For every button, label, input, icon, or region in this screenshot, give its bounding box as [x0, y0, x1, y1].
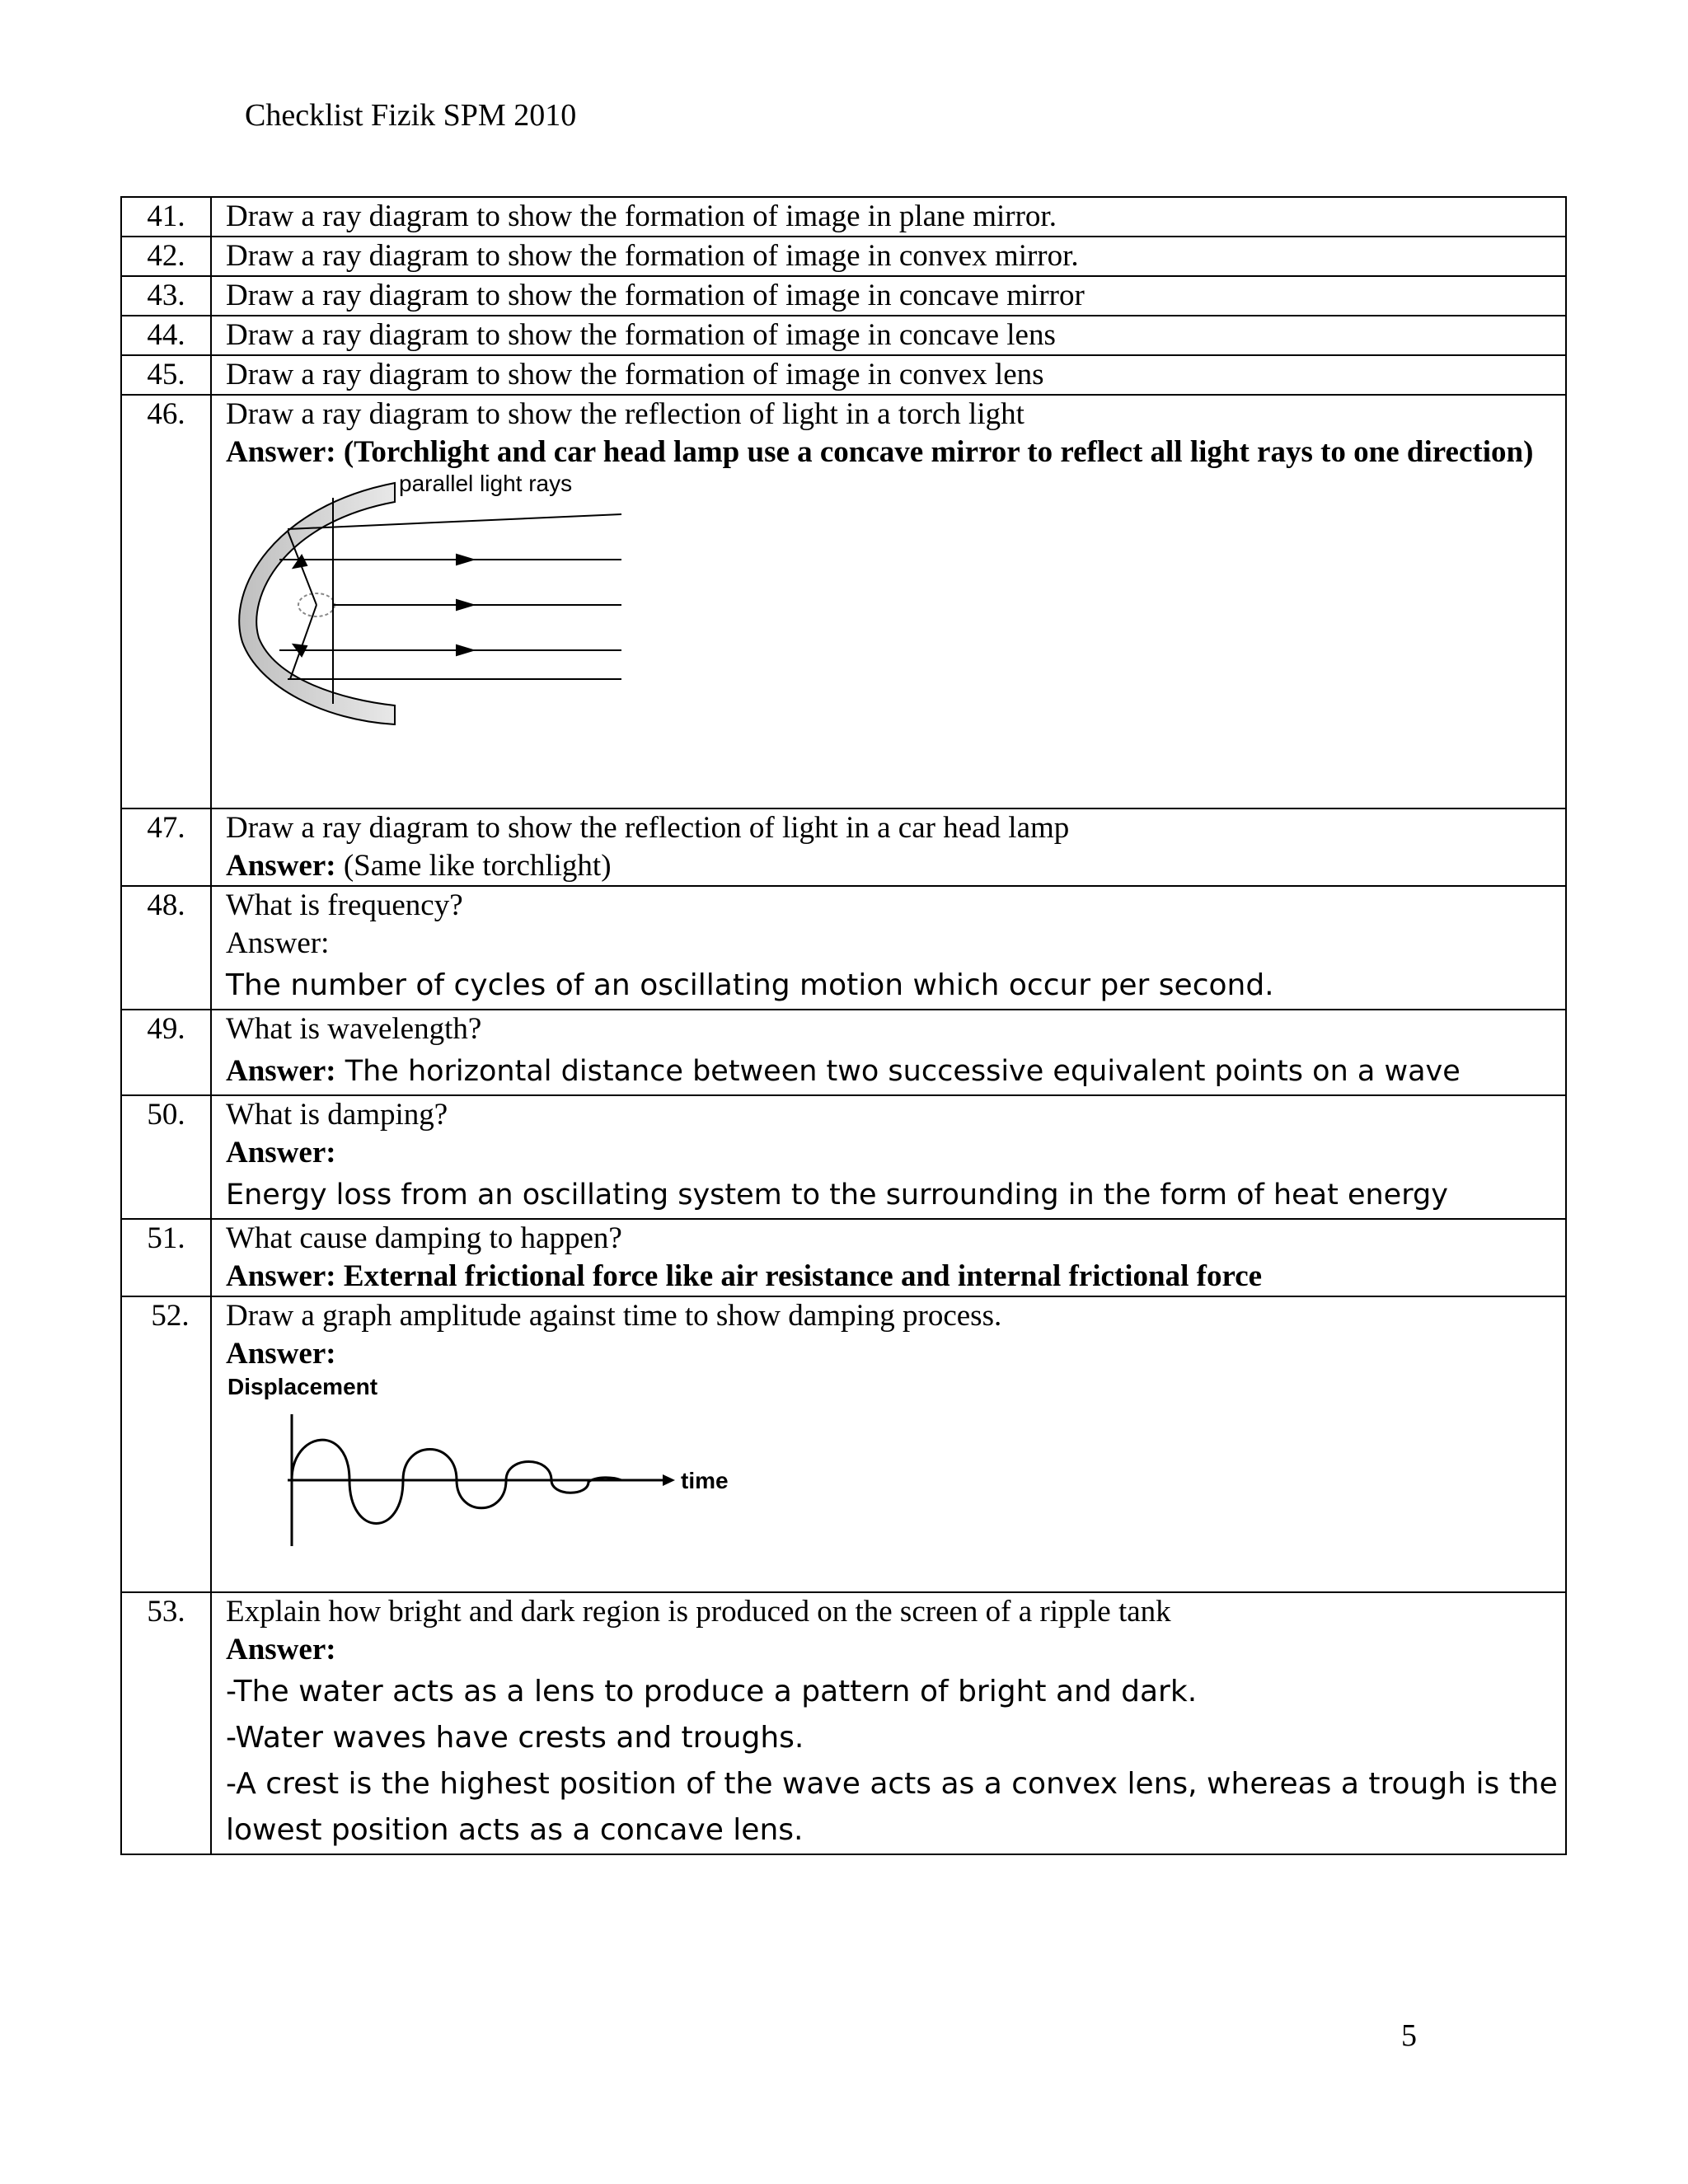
answer-text: Answer: (Torchlight and car head lamp use a concave mirror to reflect all light rays to one direction): [226, 435, 1534, 469]
x-axis-arrow: [663, 1474, 675, 1486]
figure-label: parallel light rays: [399, 473, 573, 496]
row-number: 44.: [121, 316, 211, 355]
graph-ylabel: Displacement: [227, 1374, 378, 1399]
table-row: [121, 276, 1566, 316]
question-text: Draw a ray diagram to show the formation of image in convex lens: [211, 355, 1566, 395]
question-text: Draw a ray diagram to show the formation of image in plane mirror.: [211, 197, 1566, 237]
answer-line: -The water acts as a lens to produce a pattern of bright and dark.: [226, 1675, 1198, 1708]
answer-label: Answer:: [226, 1633, 336, 1666]
concave-mirror: [239, 483, 395, 724]
damped-wave: [292, 1440, 621, 1523]
row-number: 52.: [121, 1296, 211, 1592]
row-number: 50.: [121, 1095, 211, 1219]
question-text: Draw a ray diagram to show the formation of image in convex mirror.: [211, 237, 1566, 276]
answer-text: Energy loss from an oscillating system to the surrounding in the form of heat energy: [226, 1179, 1448, 1212]
row-number: 47.: [121, 808, 211, 886]
row-number: 45.: [121, 355, 211, 395]
table-row: [121, 1296, 1566, 1592]
table-row: [121, 886, 1566, 1010]
row-number: 53.: [121, 1592, 211, 1854]
page-header: Checklist Fizik SPM 2010: [245, 98, 577, 133]
row-number: 43.: [121, 276, 211, 316]
row-number: 46.: [121, 395, 211, 808]
answer-label: Answer:: [226, 849, 336, 883]
answer-label: Answer:: [226, 1136, 336, 1169]
checklist-table: [120, 196, 1567, 1855]
answer-text: (Same like torchlight): [335, 849, 612, 883]
table-row: [121, 197, 1566, 237]
answer-label: Answer:: [226, 926, 330, 960]
answer-line: -Water waves have crests and troughs.: [226, 1721, 804, 1755]
row-number: 49.: [121, 1010, 211, 1095]
table-row: [121, 1095, 1566, 1219]
page-number: 5: [1401, 2018, 1417, 2053]
question-text: What is wavelength?: [226, 1012, 482, 1046]
question-text: Draw a graph amplitude against time to show damping process.: [226, 1299, 1002, 1333]
row-number: 51.: [121, 1219, 211, 1296]
question-text: Draw a ray diagram to show the formation of image in concave lens: [211, 316, 1566, 355]
table-row: [121, 1219, 1566, 1296]
answer-text: Answer: External frictional force like air resistance and internal frictional force: [226, 1259, 1263, 1293]
question-text: What is damping?: [226, 1098, 448, 1132]
answer-label: Answer:: [226, 1054, 336, 1088]
torch-ray-diagram: [226, 473, 638, 729]
table-row: [121, 395, 1566, 808]
row-number: 48.: [121, 886, 211, 1010]
answer-text: The number of cycles of an oscillating motion which occur per second.: [226, 968, 1274, 1002]
row-number: 41.: [121, 197, 211, 237]
question-text: Draw a ray diagram to show the reflection of light in a car head lamp: [226, 811, 1070, 845]
question-text: What cause damping to happen?: [226, 1221, 622, 1255]
row-number: 42.: [121, 237, 211, 276]
answer-label: Answer:: [226, 1337, 336, 1371]
question-text: What is frequency?: [226, 888, 463, 922]
damping-graph: [226, 1373, 737, 1563]
graph-xlabel: time: [681, 1468, 729, 1493]
table-row: [121, 316, 1566, 355]
question-text: Draw a ray diagram to show the reflection of light in a torch light: [226, 397, 1025, 431]
answer-line: -A crest is the highest position of the wave acts as a convex lens, whereas a trough is the lowest position acts as a concave lens.: [226, 1767, 1558, 1847]
table-row: [121, 355, 1566, 395]
table-row: [121, 237, 1566, 276]
table-row: [121, 1010, 1566, 1095]
question-text: Draw a ray diagram to show the formation of image in concave mirror: [211, 276, 1566, 316]
table-row: [121, 808, 1566, 886]
table-row: [121, 1592, 1566, 1854]
answer-text: The horizontal distance between two successive equivalent points on a wave: [335, 1055, 1461, 1088]
question-text: Explain how bright and dark region is produced on the screen of a ripple tank: [226, 1595, 1171, 1629]
